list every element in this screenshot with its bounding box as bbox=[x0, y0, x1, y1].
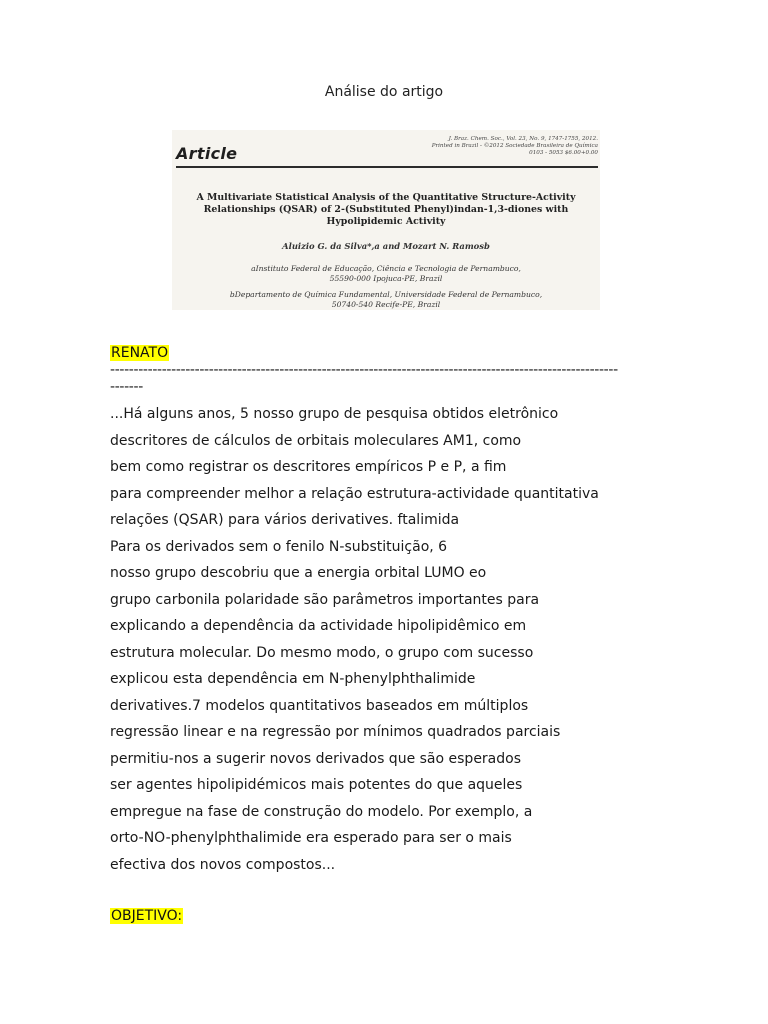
article-header-image bbox=[172, 130, 600, 310]
paper-title-line: A Multivariate Statistical Analysis of the Quantitative Structure-Activity bbox=[196, 192, 576, 203]
body-line: regressão linear e na regressão por mínimos quadrados parciais bbox=[110, 724, 561, 740]
body-line: Para os derivados sem o fenilo N-substituição, 6 bbox=[110, 538, 448, 555]
affiliation-line: 55590-000 Ipojuca-PE, Brazil bbox=[329, 274, 443, 283]
affiliation-line: bDepartamento de Química Fundamental, Universidade Federal de Pernambuco, bbox=[229, 290, 543, 299]
journal-reference bbox=[432, 136, 598, 157]
body-line: relações (QSAR) para vários derivatives. ftalimida bbox=[110, 512, 460, 528]
paper-title-line: Hypolipidemic Activity bbox=[326, 216, 446, 227]
article-divider bbox=[176, 166, 598, 168]
paper-authors: Aluizio G. da Silva*,a and Mozart N. Ramosb bbox=[282, 241, 490, 251]
article-label: Article bbox=[176, 144, 238, 163]
affiliation-b bbox=[192, 290, 580, 310]
section-label-objetivo: OBJETIVO: bbox=[111, 908, 183, 924]
body-line: explicando a dependência da actividade hipolipidêmico em bbox=[110, 618, 527, 634]
body-line: estrutura molecular. Do mesmo modo, o grupo com sucesso bbox=[110, 644, 534, 661]
body-line: empregue na fase de construção do modelo. Por exemplo, a bbox=[110, 803, 533, 820]
body-line: orto-NO-phenylphthalimide era esperado para ser o mais bbox=[110, 830, 512, 846]
body-line: explicou esta dependência em N-phenylphthalimide bbox=[110, 671, 476, 687]
affiliation-line: aInstituto Federal de Educação, Ciência e Tecnologia de Pernambuco, bbox=[251, 264, 521, 273]
section-label-renato: RENATO bbox=[111, 345, 169, 361]
paper-title-line: Relationships (QSAR) of 2-(Substituted Phenyl)indan-1,3-diones with bbox=[203, 204, 569, 215]
body-line: grupo carbonila polaridade são parâmetros importantes para bbox=[110, 591, 540, 608]
body-line: descritores de cálculos de orbitais moleculares AM1, como bbox=[110, 432, 522, 449]
body-line: derivatives.7 modelos quantitativos baseados em múltiplos bbox=[110, 697, 529, 714]
divider-dashes-continued: ------- bbox=[110, 379, 143, 395]
body-line: efectiva dos novos compostos... bbox=[110, 856, 336, 873]
body-line: nosso grupo descobriu que a energia orbital LUMO eo bbox=[110, 565, 487, 581]
body-line: ser agentes hipolipidémicos mais potentes do que aqueles bbox=[110, 777, 523, 793]
body-line: permitiu-nos a sugerir novos derivados que são esperados bbox=[110, 750, 522, 767]
body-line: ...Há alguns anos, 5 nosso grupo de pesquisa obtidos eletrônico bbox=[110, 406, 559, 422]
journal-ref-line: 0103 - 5053 $6.00+0.00 bbox=[529, 150, 598, 156]
journal-ref-line: Printed in Brazil - ©2012 Sociedade Brasileira de Química bbox=[431, 143, 598, 149]
paper-title bbox=[192, 192, 580, 228]
page-title: Análise do artigo bbox=[324, 84, 444, 100]
body-line: para compreender melhor a relação estrutura-actividade quantitativa bbox=[110, 485, 599, 502]
journal-ref-line: J. Braz. Chem. Soc., Vol. 23, No. 9, 1747-1755, 2012. bbox=[448, 136, 598, 142]
body-paragraph bbox=[110, 403, 670, 880]
affiliation-line: 50740-540 Recife-PE, Brazil bbox=[331, 300, 441, 309]
divider-dashes: ------------------------------------------------------------------------------------------------------------ bbox=[110, 362, 618, 378]
affiliation-a bbox=[192, 264, 580, 284]
body-line: bem como registrar os descritores empíricos P e P, a fim bbox=[110, 459, 507, 475]
